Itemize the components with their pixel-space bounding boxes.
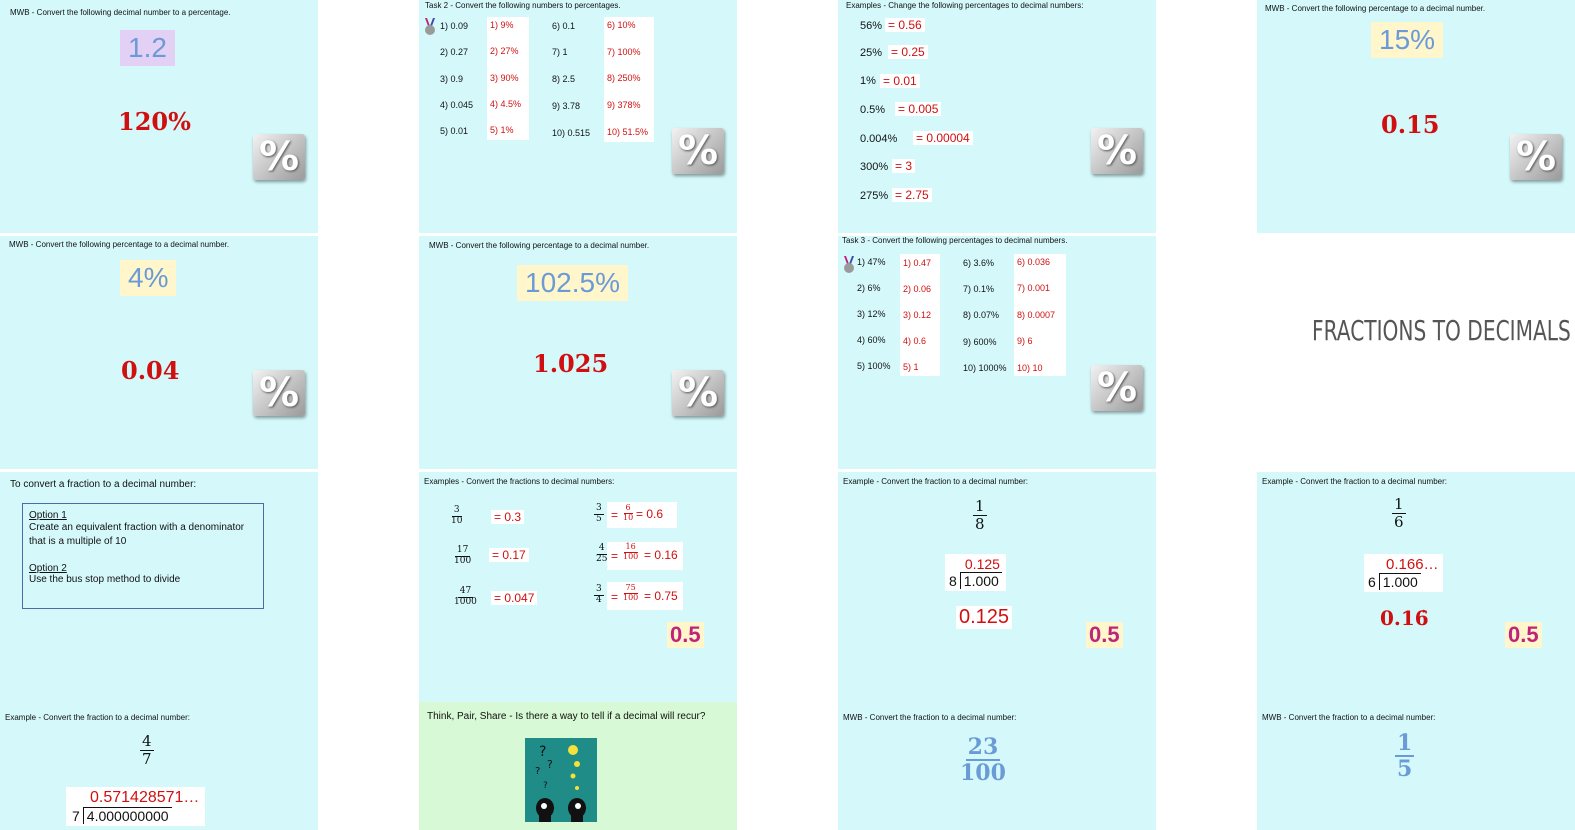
slide-5[interactable] <box>0 236 318 469</box>
slide-title: MWB - Convert the fraction to a decimal number: <box>1262 713 1436 722</box>
answer-item: 3) 90% <box>490 73 519 83</box>
answer-item: 3) 0.12 <box>903 310 932 320</box>
answer-item: = 0.01 <box>880 74 920 88</box>
svg-text:?: ? <box>547 758 553 771</box>
slide-11[interactable] <box>838 472 1156 705</box>
answer-item: 1) 9% <box>490 20 514 30</box>
answer-item: 4) 4.5% <box>490 99 522 109</box>
question-item: 275% <box>860 190 889 202</box>
question-item: 9) 3.78 <box>552 101 581 111</box>
question-item: 2) 0.27 <box>440 47 469 57</box>
question-value: 4% <box>120 260 176 296</box>
percent-icon: % <box>1091 128 1143 174</box>
equivalent-fraction: $\frac{6}{10}$ <box>623 503 634 522</box>
fraction: $\frac{3}{5}$ <box>596 503 602 524</box>
fraction: $\frac{3}{4}$ <box>596 584 602 605</box>
question-item: 4) 60% <box>857 335 886 345</box>
percent-icon: % <box>1091 365 1143 411</box>
slide-8[interactable] <box>1257 236 1575 469</box>
answer-item: = 0.047 <box>491 591 537 605</box>
answer-item: 10) 10 <box>1017 363 1043 373</box>
percent-icon: % <box>253 134 305 180</box>
slide-16[interactable] <box>1257 705 1575 830</box>
answer-item: 2) 27% <box>490 46 519 56</box>
answer-value: 0.125 <box>956 606 1012 629</box>
percent-icon: % <box>672 128 724 174</box>
answer-item: 1) 0.47 <box>903 258 932 268</box>
option-2-text: Use the bus stop method to divide <box>29 574 181 585</box>
question-value: 1.2 <box>120 30 175 66</box>
question-item: 8) 0.07% <box>963 310 1000 320</box>
option-2-heading: Option 2 <box>29 563 67 574</box>
answer-item: 2) 0.06 <box>903 284 932 294</box>
fraction: $\frac{17}{100}$ <box>454 545 472 566</box>
options-box <box>22 503 264 609</box>
decimal-icon: 0.5 <box>1505 622 1542 648</box>
question-item: 0.004% <box>860 133 898 145</box>
question-item: 10) 1000% <box>963 363 1007 373</box>
answer-item: 6) 10% <box>607 20 636 30</box>
answer-item: 7) 100% <box>607 47 641 57</box>
answer-item: 8) 250% <box>607 73 641 83</box>
slide-title: Task 3 - Convert the following percentages to decimal numbers. <box>842 236 1068 245</box>
equivalent-fraction: $\frac{75}{100}$ <box>623 583 639 602</box>
answer-item: 9) 378% <box>607 100 641 110</box>
fraction: $\frac{23}{100}$ <box>960 734 1006 787</box>
answer-item: = 3 <box>892 159 915 173</box>
slide-title: MWB - Convert the following decimal number to a percentage. <box>10 8 231 17</box>
slide-13[interactable] <box>0 705 318 830</box>
question-item: 1% <box>860 75 876 87</box>
slide-title: MWB - Convert the following percentage to a decimal number. <box>9 240 230 249</box>
slide-2[interactable] <box>419 0 737 233</box>
question-value: 102.5% <box>517 265 628 301</box>
slide-title: To convert a fraction to a decimal number: <box>10 479 197 490</box>
question-item: 7) 0.1% <box>963 284 995 294</box>
slide-1[interactable] <box>0 0 318 233</box>
slide-10[interactable] <box>419 472 737 705</box>
question-item: 8) 2.5 <box>552 74 576 84</box>
medal-icon <box>424 18 436 36</box>
equivalent-fraction: $\frac{16}{100}$ <box>623 542 639 561</box>
answer-item: = 0.16 <box>644 548 678 562</box>
answer-item: 5) 1% <box>490 125 514 135</box>
slide-title: MWB - Convert the fraction to a decimal number: <box>843 713 1017 722</box>
answer-item: = 0.25 <box>888 45 928 59</box>
answer-item: 7) 0.001 <box>1017 283 1051 293</box>
question-item: 4) 0.045 <box>440 100 474 110</box>
option-1-heading: Option 1 <box>29 510 67 521</box>
question-item: 7) 1 <box>552 47 568 57</box>
slide-title: MWB - Convert the following percentage to a decimal number. <box>429 241 650 250</box>
answer-item: = 0.3 <box>491 510 524 524</box>
slide-title: MWB - Convert the following percentage to a decimal number. <box>1265 4 1486 13</box>
answer-item: = 0.17 <box>489 548 529 562</box>
answer-item: = 0.6 <box>636 507 664 521</box>
question-item: 10) 0.515 <box>552 128 591 138</box>
question-item: 5) 0.01 <box>440 126 469 136</box>
answer-value: 120% <box>118 107 191 136</box>
question-item: 3) 0.9 <box>440 74 464 84</box>
slide-6[interactable] <box>419 236 737 469</box>
fraction: $\frac{4}{7}$ <box>142 732 152 768</box>
fraction: $\frac{1}{8}$ <box>975 497 985 533</box>
question-item: 6) 0.1 <box>552 21 576 31</box>
slide-title: Example - Convert the fraction to a decimal number: <box>1262 477 1447 486</box>
svg-text:?: ? <box>539 744 547 760</box>
section-title: FRACTIONS TO DECIMALS <box>1312 314 1571 347</box>
question-item: 5) 100% <box>857 361 891 371</box>
bus-stop-division: 0.166… 6 1.000 <box>1364 554 1443 592</box>
slide-title: Task 2 - Convert the following numbers to percentages. <box>425 1 621 10</box>
fraction: $\frac{47}{1000}$ <box>454 586 477 607</box>
question-item: 56% <box>860 20 883 32</box>
equals-sign: = <box>611 549 619 563</box>
thinking-heads-icon <box>525 738 597 822</box>
question-value: 15% <box>1371 22 1443 58</box>
bus-stop-division: 0.125 8 1.000 <box>945 554 1006 591</box>
question-item: 1) 0.09 <box>440 21 469 31</box>
percent-icon: % <box>672 370 724 416</box>
option-1-text: Create an equivalent fraction with a denominator that is a multiple of 10 <box>29 522 245 547</box>
svg-text:?: ? <box>543 781 548 791</box>
answer-item: 8) 0.0007 <box>1017 310 1056 320</box>
svg-text:?: ? <box>535 766 541 777</box>
fraction: $\frac{4}{25}$ <box>596 543 608 564</box>
answer-item: 5) 1 <box>903 362 919 372</box>
slide-title: Example - Convert the fraction to a decimal number: <box>843 477 1028 486</box>
slide-12[interactable] <box>1257 472 1575 705</box>
medal-icon <box>843 256 855 274</box>
answer-item: = 0.005 <box>895 102 941 116</box>
slide-title: Examples - Convert the fractions to decimal numbers: <box>424 477 615 486</box>
question-item: 25% <box>860 47 883 59</box>
answer-value: 0.16̇ <box>1380 606 1429 630</box>
percent-icon: % <box>253 370 305 416</box>
fraction: $\frac{1}{5}$ <box>1397 730 1413 783</box>
answer-item: 4) 0.6 <box>903 336 927 346</box>
slide-7[interactable] <box>838 236 1156 469</box>
answer-item: 9) 6 <box>1017 336 1033 346</box>
question-item: 6) 3.6% <box>963 258 995 268</box>
decimal-icon: 0.5 <box>667 622 704 648</box>
answer-item: = 0.00004 <box>913 131 973 145</box>
slide-3[interactable] <box>838 0 1156 233</box>
slide-15[interactable] <box>838 705 1156 830</box>
equals-sign: = <box>611 590 619 604</box>
question-item: 0.5% <box>860 104 886 116</box>
answer-value: 0.04 <box>121 356 180 385</box>
question-item: 1) 47% <box>857 257 886 267</box>
answer-item: 10) 51.5% <box>607 127 649 137</box>
fraction: $\frac{1}{6}$ <box>1394 495 1404 531</box>
answer-item: = 2.75 <box>892 188 932 202</box>
equals-sign: = <box>611 508 619 522</box>
question-item: 9) 600% <box>963 337 997 347</box>
answer-item: 6) 0.036 <box>1017 257 1051 267</box>
slide-14[interactable] <box>419 702 737 830</box>
question-item: 300% <box>860 161 889 173</box>
slide-title: Examples - Change the following percentages to decimal numbers: <box>846 1 1084 10</box>
question-item: 2) 6% <box>857 283 881 293</box>
slide-title: Example - Convert the fraction to a decimal number: <box>5 713 190 722</box>
answer-item: = 0.75 <box>644 589 678 603</box>
question-item: 3) 12% <box>857 309 886 319</box>
decimal-icon: 0.5 <box>1086 622 1123 648</box>
slide-4[interactable] <box>1257 0 1575 233</box>
slide-title: Think, Pair, Share - Is there a way to tell if a decimal will recur? <box>427 711 706 722</box>
answer-value: 0.15 <box>1381 110 1440 139</box>
percent-icon: % <box>1510 134 1562 180</box>
answer-item: = 0.56 <box>885 18 925 32</box>
fraction: $\frac{3}{10}$ <box>451 505 463 526</box>
answer-value: 1.025 <box>533 349 609 378</box>
bus-stop-division: 0.571428571… 7 4.000000000 <box>66 787 205 826</box>
